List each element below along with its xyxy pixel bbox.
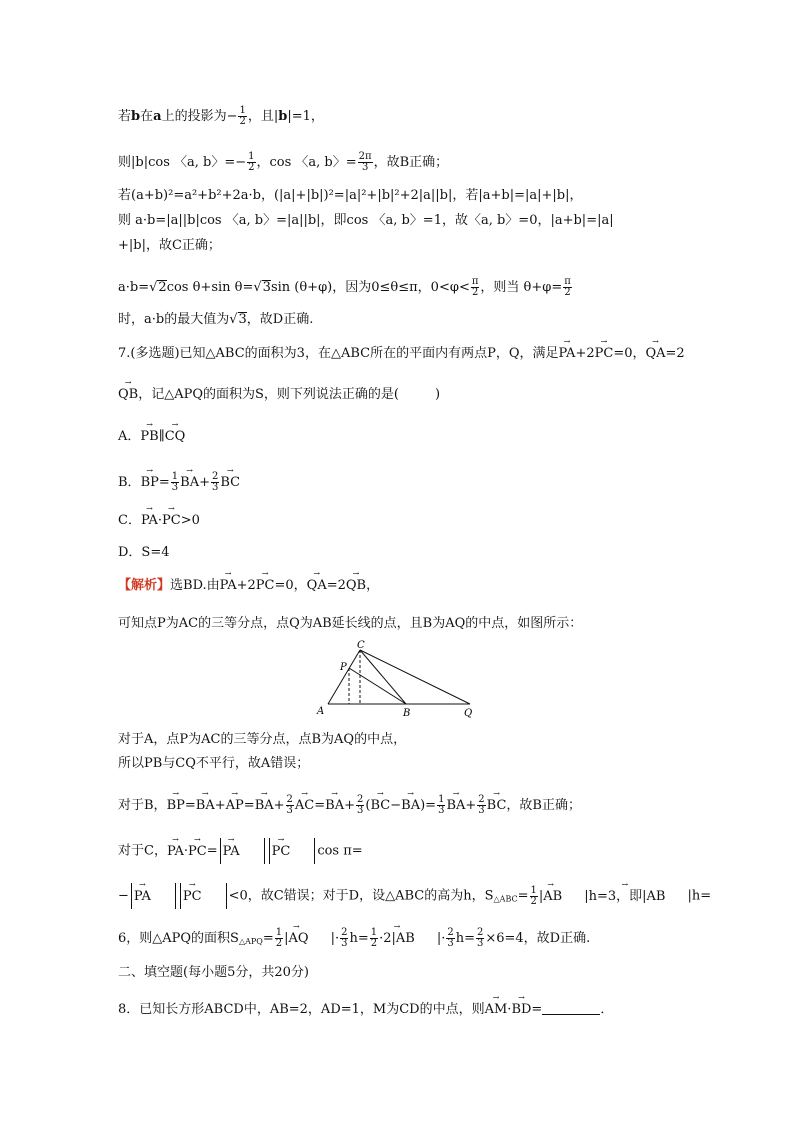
option-d: D．S=4 [118, 545, 170, 560]
segment-pb [349, 668, 406, 704]
solution-line7: −→ PA→ PC <0，故C错误；对于D，设△ABC的高为h，$S_{\triangle ABC}=$ $\frac{1}{2}$ → |AB→ |h=3，即|AB |h= [118, 883, 711, 909]
text-line: 时，a·b的最大值为√3，故D正确. [118, 312, 314, 327]
label-c: C [357, 640, 365, 651]
solution-line3: 对于A，点P为AC的三等分点，点B为AQ的中点， [118, 732, 407, 747]
answer-blank[interactable] [542, 1004, 600, 1015]
solution-line1: 【解析】选BD.由→ PA+2→ PC=0，→ QA=2→ QB， [118, 579, 379, 592]
question-7-line1: 7.(多选题)已知△ABC的面积为3，在△ABC所在的平面内有两点P，Q，满足→ PA+2→ PC=0，→ QA=2 [118, 347, 685, 360]
label-b: B [403, 708, 411, 719]
segment-ac [328, 650, 360, 704]
section-heading: 二、填空题(每小题5分，共20分) [118, 965, 309, 980]
label-q: Q [464, 708, 473, 719]
solution-line5: 对于B，→ BP=→ BA+→ AP=→ BA+ $\frac{2}{3}$ → AC=→ BA+ $\frac{2}{3}$ (→ BC−→ BA)= $\frac{1}{3}$ → BA+ $\frac{2}{3}$ → BC，故B正确； [118, 795, 581, 816]
text-line: 若(a+b)²=a²+b²+2a·b，(|a|+|b|)²=|a|²+|b|²+2|a||b|，若|a+b|=|a|+|b|， [118, 188, 583, 203]
fraction: $\frac{1}{2}$ [239, 105, 246, 127]
label-p: P [340, 662, 347, 673]
text-line: 若b在a上的投影为− $\frac{1}{2}$ ，且|b|=1， [118, 105, 324, 127]
fraction: $\frac{\pi}{2}$ [471, 276, 479, 298]
question-7-line2: → QB，记△APQ的面积为S，则下列说法正确的是( ) [118, 388, 440, 401]
triangle-figure [310, 640, 490, 720]
solution-line8: 6，则△APQ的面积$S_{\triangle APQ}=$ $\frac{1}{2}$ → |AQ |· $\frac{2}{3}$ h= $\frac{1}{2}$ → ·2|AB |· $\frac{2}{3}$ h= $\frac{2}{3}$ ×6=4，故D正确. [118, 928, 590, 949]
fraction: $\frac{2\pi}{3}$ [358, 151, 372, 173]
text-line: +|b|，故C正确； [118, 238, 221, 253]
question-8: 8．已知长方形ABCD中，AB=2，AD=1，M为CD的中点，则→ AM·→ BD= ． [118, 1003, 613, 1016]
solution-line4: 所以PB与CQ不平行，故A错误； [118, 756, 310, 771]
label-a: A [317, 706, 325, 717]
option-a: A．→ PB∥→ CQ [118, 430, 185, 443]
fraction: $\frac{\pi}{2}$ [564, 276, 571, 298]
analysis-tag: 【解析】 [118, 578, 171, 593]
option-c: C．→ PA·→ PC>0 [118, 514, 200, 527]
solution-line6: 对于C，→ PA·→ PC=→ PA→ PC cos π= [118, 838, 363, 864]
text-line: a·b=√2cos θ+sin θ=√3sin (θ+φ)，因为0≤θ≤π，0<φ< $\frac{\pi}{2}$ ，则当 θ+φ= $\frac{\pi}{2}$ [118, 276, 571, 298]
option-b: B．→ BP= $\frac{1}{3}$ → BA+ $\frac{2}{3}$ → BC [118, 472, 240, 493]
solution-line2: 可知点P为AC的三等分点，点Q为AB延长线的点，且B为AQ的中点，如图所示： [118, 616, 583, 631]
fraction: $\frac{1}{2}$ [248, 151, 255, 173]
segment-cb [360, 650, 406, 704]
text-line: 则 a·b=|a||b|cos 〈a, b〉=|a||b|，即cos 〈a, b〉=1，故〈a, b〉=0，|a+b|=|a| [118, 213, 614, 228]
text-line: 则|b|cos 〈a, b〉=− $\frac{1}{2}$ ，cos 〈a, b〉= $\frac{2\pi}{3}$ ，故B正确； [118, 151, 449, 173]
segment-cq [360, 650, 470, 704]
